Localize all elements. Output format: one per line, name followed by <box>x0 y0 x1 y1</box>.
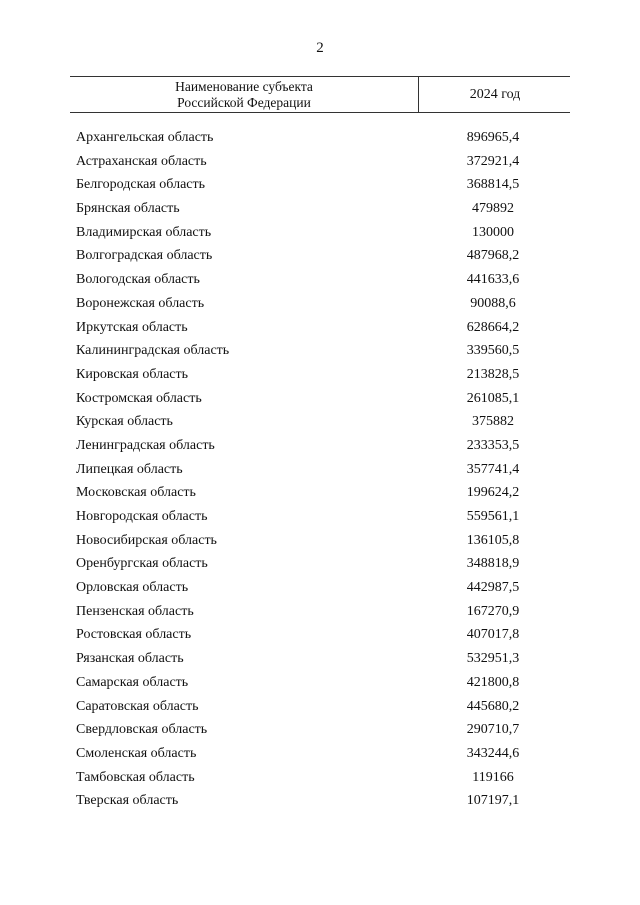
region-value: 343244,6 <box>466 745 520 761</box>
table-row <box>76 600 570 624</box>
table-row <box>76 458 570 482</box>
header-region-name <box>70 77 419 112</box>
region-name: Ленинградская область <box>76 437 215 453</box>
header-year: 2024 год <box>469 87 521 102</box>
region-name: Пензенская область <box>76 603 194 619</box>
region-name: Новосибирская область <box>76 532 217 548</box>
region-value: 90088,6 <box>470 295 516 311</box>
table-row <box>76 718 570 742</box>
page-number: 2 <box>316 40 324 56</box>
table-row <box>76 529 570 553</box>
region-value: 559561,1 <box>466 509 520 524</box>
region-value: 445680,2 <box>466 698 520 714</box>
region-name: Архангельская область <box>76 130 214 145</box>
region-value: 487968,2 <box>466 248 520 264</box>
region-name: Иркутская область <box>76 319 188 335</box>
region-name: Рязанская область <box>76 651 184 667</box>
region-name: Тверская область <box>76 793 179 809</box>
region-name: Брянская область <box>76 201 180 217</box>
region-value: 479892 <box>472 201 514 217</box>
header-region-name-line1: Наименование субъекта <box>175 79 313 94</box>
region-value: 532951,3 <box>466 651 520 667</box>
table-body <box>76 126 570 813</box>
region-value: 213828,5 <box>466 366 520 382</box>
table-row <box>76 221 570 245</box>
region-name: Свердловская область <box>76 722 208 738</box>
table-row <box>76 244 570 268</box>
header-region-name-line2: Российской Федерации <box>177 95 311 110</box>
table-row <box>76 789 570 813</box>
table-row <box>76 623 570 647</box>
region-name: Ростовская область <box>76 627 192 643</box>
region-name: Владимирская область <box>76 224 212 240</box>
region-name: Самарская область <box>76 674 189 690</box>
region-value: 233353,5 <box>466 437 520 453</box>
table-row <box>76 316 570 340</box>
region-value: 136105,8 <box>466 532 520 548</box>
table-row <box>76 434 570 458</box>
table-row <box>76 292 570 316</box>
region-name: Белгородская область <box>76 177 206 193</box>
region-value: 290710,7 <box>466 722 520 738</box>
table-row <box>76 742 570 766</box>
table-row <box>76 505 570 529</box>
region-name: Оренбургская область <box>76 556 208 572</box>
table-row <box>76 552 570 576</box>
table-header <box>70 76 570 113</box>
region-name: Костромская область <box>76 390 202 406</box>
table-row <box>76 173 570 197</box>
region-name: Астраханская область <box>76 153 207 169</box>
table-row <box>76 197 570 221</box>
region-value: 261085,1 <box>466 390 520 406</box>
table-row <box>76 387 570 411</box>
region-value: 339560,5 <box>466 343 520 359</box>
region-name: Волгоградская область <box>76 248 213 264</box>
table-row <box>76 268 570 292</box>
table-row <box>76 410 570 434</box>
region-name: Липецкая область <box>76 461 183 477</box>
region-value: 119166 <box>472 769 514 785</box>
region-value: 357741,4 <box>466 461 520 477</box>
region-value: 628664,2 <box>466 319 520 335</box>
region-value: 375882 <box>472 414 514 430</box>
region-value: 407017,8 <box>466 627 520 643</box>
region-value: 442987,5 <box>466 580 520 596</box>
region-name: Кировская область <box>76 366 189 382</box>
region-name: Новгородская область <box>76 509 208 524</box>
region-value: 421800,8 <box>466 674 520 690</box>
region-name: Воронежская область <box>76 295 205 311</box>
table-row <box>76 766 570 790</box>
table-row <box>76 576 570 600</box>
region-name: Калининградская область <box>76 343 230 359</box>
region-name: Московская область <box>76 485 196 501</box>
region-value: 441633,6 <box>466 272 520 288</box>
table-row <box>76 695 570 719</box>
region-name: Саратовская область <box>76 698 199 714</box>
region-value: 368814,5 <box>466 177 520 193</box>
region-name: Курская область <box>76 414 173 430</box>
table-row <box>76 363 570 387</box>
region-value: 348818,9 <box>466 556 520 572</box>
region-name: Тамбовская область <box>76 769 195 785</box>
region-value: 130000 <box>472 224 514 240</box>
table-row <box>76 126 570 150</box>
region-name: Смоленская область <box>76 745 197 761</box>
table-row <box>76 481 570 505</box>
table-row <box>76 339 570 363</box>
region-value: 167270,9 <box>466 603 520 619</box>
table-row <box>76 671 570 695</box>
table-row <box>76 150 570 174</box>
region-value: 107197,1 <box>466 793 520 809</box>
table-row <box>76 647 570 671</box>
region-value: 372921,4 <box>466 153 520 169</box>
region-name: Вологодская область <box>76 272 200 288</box>
region-value: 896965,4 <box>466 130 520 145</box>
region-value: 199624,2 <box>466 485 520 501</box>
region-name: Орловская область <box>76 580 189 596</box>
